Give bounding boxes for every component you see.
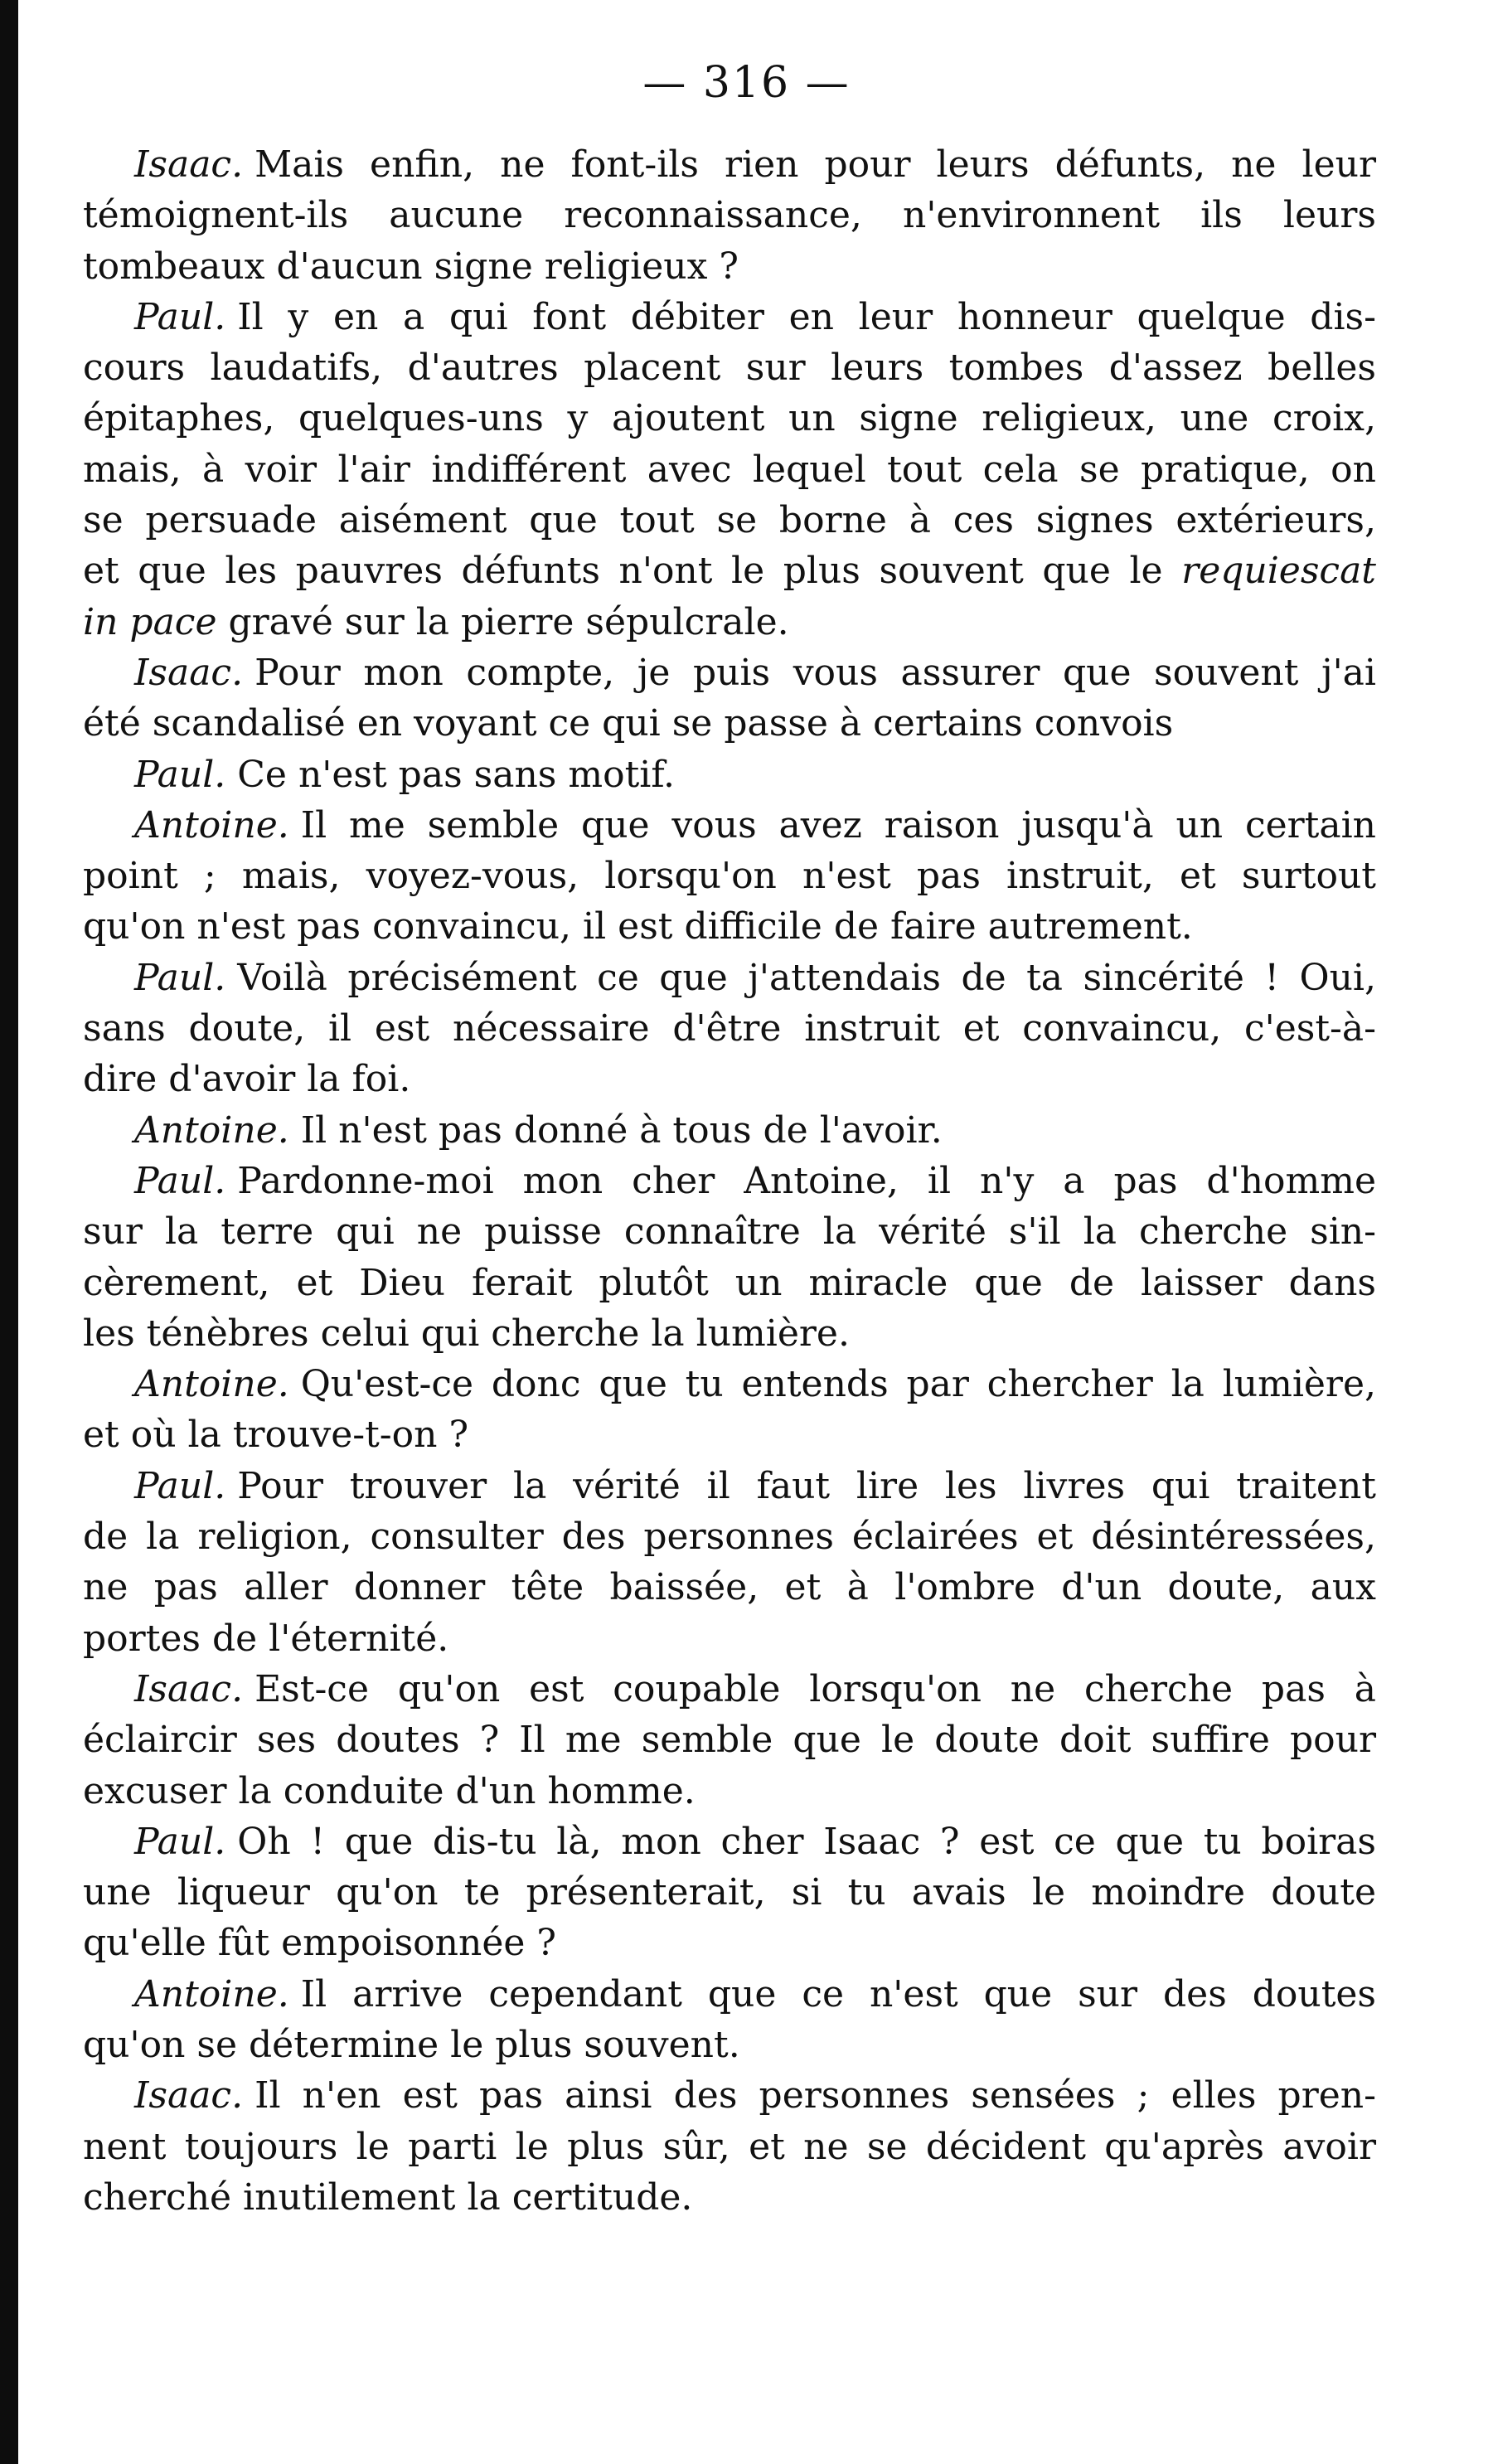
text-line	[83, 749, 1376, 800]
line-text: Ce n'est pas sans motif.	[237, 753, 676, 796]
line-text: épitaphes, quelques-uns y ajoutent un signe religieux, une croix,	[83, 397, 1376, 440]
text-line	[83, 1613, 1376, 1664]
line-text: mais, à voir l'air indifférent avec lequel tout cela se pratique, on	[83, 448, 1376, 491]
text-line	[83, 2020, 1376, 2070]
line-text: Il me semble que vous avez raison jusqu'à un certain	[300, 803, 1376, 846]
text-line	[83, 2070, 1376, 2121]
line-text: et où la trouve-t-on ?	[83, 1414, 469, 1457]
speaker-name: Paul.	[134, 1820, 226, 1863]
speaker-name: Paul.	[134, 956, 226, 999]
speaker-name: Isaac.	[134, 2074, 244, 2117]
binding-shadow	[0, 0, 18, 2464]
speaker-name: Paul.	[134, 295, 226, 338]
text-line	[83, 1156, 1376, 1206]
speaker-name: Paul.	[134, 1159, 226, 1202]
line-text: Oh ! que dis-tu là, mon cher Isaac ? est ce que tu boiras	[237, 1820, 1376, 1863]
line-text: qu'on n'est pas convaincu, il est difficile de faire autrement.	[83, 905, 1193, 948]
text-line	[83, 1003, 1376, 1054]
text-line	[83, 1258, 1376, 1308]
text-line	[83, 1715, 1376, 1765]
line-text: Mais enfin, ne font-ils rien pour leurs défunts, ne leur	[254, 143, 1376, 186]
line-text: portes de l'éternité.	[83, 1617, 449, 1660]
text-line	[83, 2122, 1376, 2172]
text-line	[83, 597, 1376, 648]
dialogue-text	[83, 139, 1376, 2223]
text-line	[83, 953, 1376, 1003]
speaker-name: Isaac.	[134, 651, 244, 694]
line-text: tombeaux d'aucun signe religieux ?	[83, 245, 739, 288]
line-text: se persuade aisément que tout se borne à ces signes extérieurs,	[83, 499, 1376, 542]
speaker-name: Antoine.	[134, 1363, 289, 1406]
line-text: gravé sur la pierre sépulcrale.	[228, 600, 789, 643]
text-line	[83, 1664, 1376, 1715]
speaker-name: Isaac.	[134, 143, 244, 186]
text-line	[83, 1969, 1376, 2020]
speaker-name: Isaac.	[134, 1667, 244, 1710]
text-line	[83, 800, 1376, 851]
text-line	[83, 1206, 1376, 1257]
text-line	[83, 2172, 1376, 2223]
line-text: cherché inutilement la certitude.	[83, 2175, 693, 2219]
line-text: qu'on se détermine le plus souvent.	[83, 2023, 740, 2066]
text-line	[83, 1359, 1376, 1409]
line-text: Pour mon compte, je puis vous assurer que souvent j'ai	[254, 651, 1376, 694]
italic-phrase: requiescat	[1181, 550, 1376, 593]
italic-phrase: in pace	[83, 600, 217, 643]
speaker-name: Antoine.	[134, 1108, 289, 1152]
text-line	[83, 292, 1376, 342]
text-line	[83, 1461, 1376, 1511]
line-text: Voilà précisément ce que j'attendais de ta sincérité ! Oui,	[237, 956, 1376, 999]
line-text: témoignent-ils aucune reconnaissance, n'environnent ils leurs	[83, 194, 1376, 237]
text-line	[83, 190, 1376, 240]
text-line	[83, 342, 1376, 393]
line-text: les ténèbres celui qui cherche la lumière.	[83, 1312, 850, 1355]
speaker-name: Antoine.	[134, 1972, 289, 2015]
text-line	[83, 648, 1376, 698]
speaker-name: Paul.	[134, 1464, 226, 1507]
line-text: Pardonne-moi mon cher Antoine, il n'y a pas d'homme	[237, 1159, 1376, 1202]
line-text: et que les pauvres défunts n'ont le plus souvent que le	[83, 550, 1163, 593]
line-text: cours laudatifs, d'autres placent sur leurs tombes d'assez belles	[83, 347, 1376, 390]
text-line	[83, 901, 1376, 952]
line-text: Est-ce qu'on est coupable lorsqu'on ne cherche pas à	[254, 1667, 1376, 1710]
text-line	[83, 851, 1376, 901]
text-line	[83, 1766, 1376, 1816]
text-line	[83, 1105, 1376, 1156]
page-number: — 316 —	[642, 58, 851, 108]
line-text: de la religion, consulter des personnes éclairées et désintéressées,	[83, 1516, 1376, 1559]
text-line	[83, 393, 1376, 444]
line-text: cèrement, et Dieu ferait plutôt un miracle que de laisser dans	[83, 1261, 1376, 1304]
text-line	[83, 1867, 1376, 1918]
text-line	[83, 241, 1376, 292]
line-text: été scandalisé en voyant ce qui se passe à certains convois	[83, 702, 1174, 745]
line-text: sur la terre qui ne puisse connaître la vérité s'il la cherche sin-	[83, 1210, 1376, 1254]
text-line	[83, 1918, 1376, 1968]
line-text: dire d'avoir la foi.	[83, 1058, 411, 1101]
line-text: excuser la conduite d'un homme.	[83, 1769, 696, 1812]
line-text: Pour trouver la vérité il faut lire les livres qui traitent	[237, 1464, 1376, 1507]
line-text: qu'elle fût empoisonnée ?	[83, 1922, 556, 1965]
line-text: Il n'en est pas ainsi des personnes sensées ; elles pren-	[254, 2074, 1376, 2117]
text-line	[83, 1308, 1376, 1359]
text-line	[83, 1816, 1376, 1867]
line-text: point ; mais, voyez-vous, lorsqu'on n'est pas instruit, et surtout	[83, 855, 1376, 898]
speaker-name: Paul.	[134, 753, 226, 796]
line-text: Il y en a qui font débiter en leur honneur quelque dis-	[237, 295, 1376, 338]
line-text: Il arrive cependant que ce n'est que sur des doutes	[300, 1972, 1376, 2015]
text-line	[83, 1511, 1376, 1562]
line-text: éclaircir ses doutes ? Il me semble que le doute doit suffire pour	[83, 1719, 1376, 1762]
text-line	[83, 698, 1376, 749]
text-line	[83, 1409, 1376, 1460]
line-text: Qu'est-ce donc que tu entends par chercher la lumière,	[300, 1363, 1376, 1406]
text-line	[83, 495, 1376, 546]
text-line	[83, 139, 1376, 190]
text-line	[83, 546, 1376, 596]
speaker-name: Antoine.	[134, 803, 289, 846]
line-text: sans doute, il est nécessaire d'être instruit et convaincu, c'est-à-	[83, 1007, 1376, 1050]
text-line	[83, 444, 1376, 495]
text-line	[83, 1562, 1376, 1613]
line-text: ne pas aller donner tête baissée, et à l'ombre d'un doute, aux	[83, 1566, 1376, 1609]
text-line	[83, 1054, 1376, 1104]
line-text: nent toujours le parti le plus sûr, et ne se décident qu'après avoir	[83, 2125, 1376, 2168]
line-text: une liqueur qu'on te présenterait, si tu avais le moindre doute	[83, 1871, 1376, 1914]
line-text: Il n'est pas donné à tous de l'avoir.	[300, 1108, 943, 1152]
